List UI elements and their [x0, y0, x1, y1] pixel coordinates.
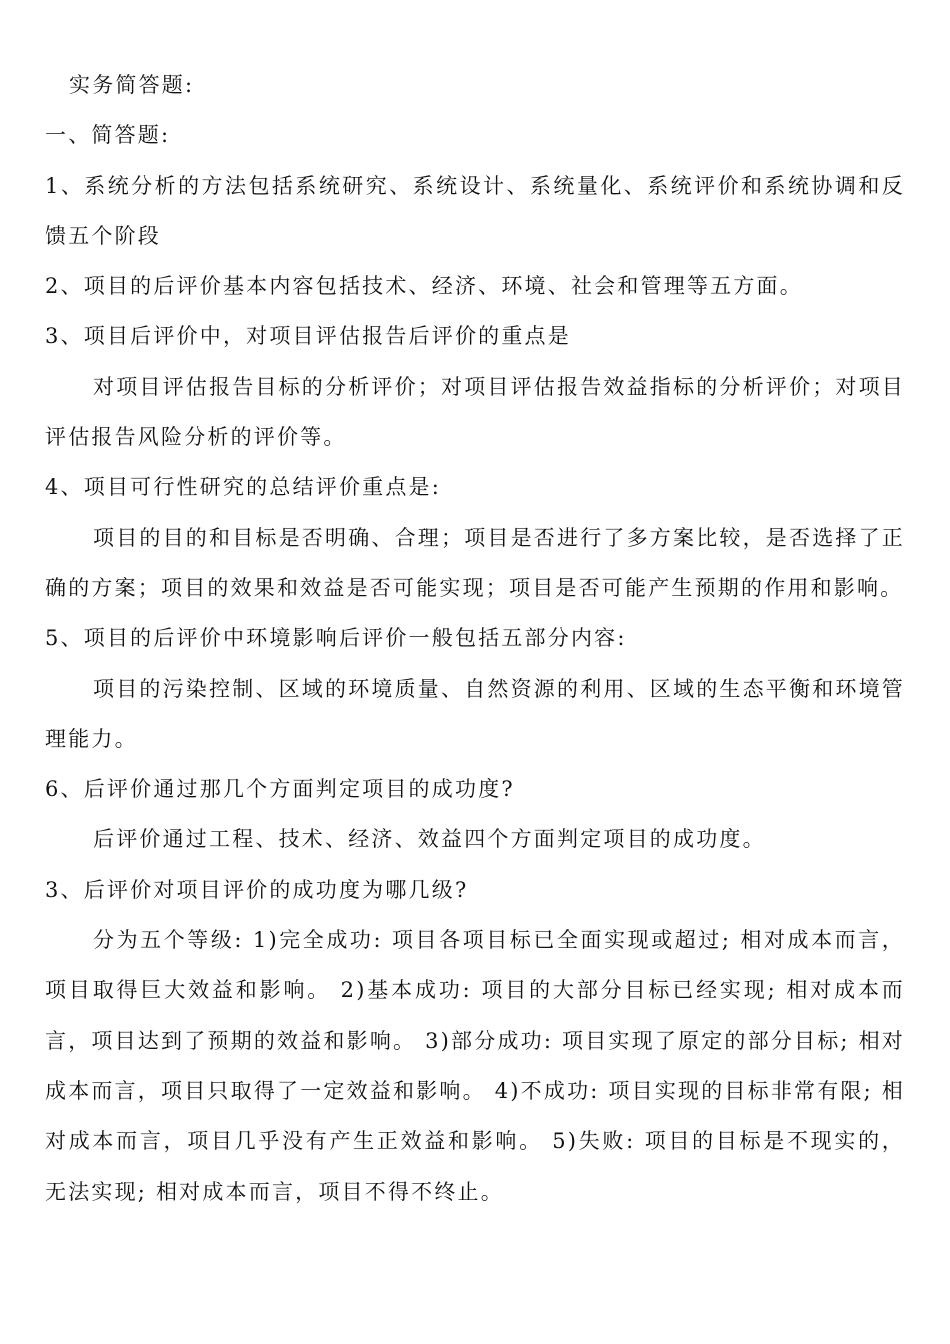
question-7: 3、后评价对项目评价的成功度为哪几级? — [45, 877, 469, 902]
document-title: 实务简答题: — [69, 73, 195, 97]
answer-4: 项目的目的和目标是否明确、合理；项目是否进行了多方案比较，是否选择了正确的方案；项目的效果和效益是否可能实现；项目是否可能产生预期的作用和影响。 — [45, 525, 905, 600]
answer-3: 对项目评估报告目标的分析评价；对项目评估报告效益指标的分析评价；对项目评估报告风险分析的评价等。 — [45, 374, 905, 450]
question-5: 5、项目的后评价中环境影响后评价一般包括五部分内容: — [45, 626, 627, 651]
section-heading: 一、简答题: — [45, 123, 171, 148]
question-1: 1、系统分析的方法包括系统研究、系统设计、系统量化、系统评价和系统协调和反馈五个阶段 — [45, 173, 905, 248]
question-6: 6、后评价通过那几个方面判定项目的成功度? — [45, 777, 515, 802]
answer-5: 项目的污染控制、区域的环境质量、自然资源的利用、区域的生态平衡和环境管理能力。 — [45, 676, 905, 751]
answer-6: 后评价通过工程、技术、经济、效益四个方面判定项目的成功度。 — [93, 827, 766, 852]
question-3: 3、项目后评价中，对项目评估报告后评价的重点是 — [45, 324, 571, 349]
question-2: 2、项目的后评价基本内容包括技术、经济、环境、社会和管理等五方面。 — [45, 274, 803, 299]
question-4: 4、项目可行性研究的总结评价重点是: — [45, 475, 442, 500]
answer-7: 分为五个等级: 1)完全成功: 项目各项目标已全面实现或超过; 相对成本而言，项目取得巨大效益和影响。 2)基本成功: 项目的大部分目标已经实现; 相对成本而言，项目达到了预期的效益和影响。 3)部分成功: 项目实现了原定的部分目标; 相对成本而言，项目只取得了一定效益和影响。 4)不成功: 项目实现的目标非常有限; 相对成本而言，项目几乎没有产生正效益和影响。 5)失败: 项目的目标是不现实的，无法实现; 相对成本而言，项目不得不终止。 — [45, 928, 905, 1204]
document-page — [45, 60, 905, 1217]
